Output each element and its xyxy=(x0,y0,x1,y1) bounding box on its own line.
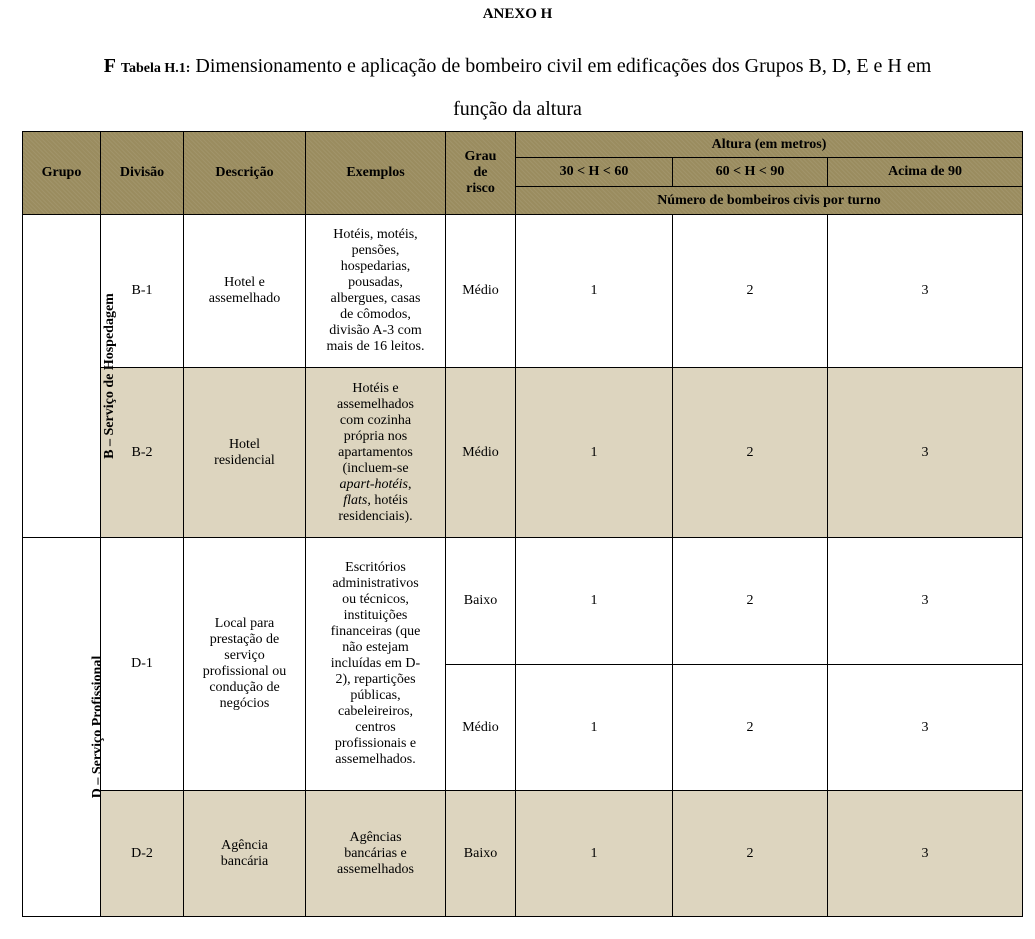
descricao-cell xyxy=(184,791,306,917)
value-cell-h3: 3 xyxy=(828,665,1023,791)
exemplos-line: não estejam xyxy=(342,640,409,655)
value-cell-h2: 2 xyxy=(673,368,828,538)
header-height-range-1: 30 < H < 60 xyxy=(516,158,673,187)
exemplos-line: financeiras (que xyxy=(330,624,421,639)
exemplos-line: profissionais e xyxy=(334,736,417,751)
header-height-range-3: Acima de 90 xyxy=(828,158,1023,187)
caption-prefix: F xyxy=(103,55,116,77)
exemplos-line: assemelhados xyxy=(337,396,414,412)
header-altura: Altura (em metros) xyxy=(516,132,1023,158)
caption-line-1: Dimensionamento e aplicação de bombeiro civil em edificações dos Grupos B, D, E e H em xyxy=(195,55,932,77)
exemplos-line: pensões, xyxy=(351,243,400,258)
value-cell-h1: 1 xyxy=(516,791,673,917)
descricao-line: bancária xyxy=(220,853,269,869)
divisao-cell: B-1 xyxy=(101,215,184,368)
descricao-line: Local para xyxy=(214,616,275,631)
exemplos-line: bancárias e xyxy=(344,845,407,861)
value-cell-h3: 3 xyxy=(828,538,1023,665)
exemplos-line: divisão A-3 com xyxy=(329,323,422,338)
risco-cell: Baixo xyxy=(446,791,516,917)
header-grupo: Grupo xyxy=(23,132,101,215)
descricao-line: prestação de xyxy=(209,632,280,647)
divisao-cell: D-1 xyxy=(101,538,184,791)
value-cell-h1: 1 xyxy=(516,665,673,791)
descricao-line: Hotel xyxy=(228,436,261,452)
exemplos-line: residenciais). xyxy=(338,508,413,524)
descricao-line: Agência xyxy=(221,837,268,853)
value-cell-h2: 2 xyxy=(673,665,828,791)
exemplos-line: mais de 16 leitos. xyxy=(326,339,425,354)
exemplos-line: pousadas, xyxy=(348,275,403,290)
exemplos-line: assemelhados xyxy=(337,861,414,877)
exemplos-line: própria nos xyxy=(343,428,408,444)
exemplos-line: Agências xyxy=(349,829,402,845)
header-grau-risco-line-3: risco xyxy=(466,181,495,196)
table-row xyxy=(23,538,1023,665)
exemplos-line: com cozinha xyxy=(339,412,412,428)
exemplos-line: (incluem-se xyxy=(342,460,409,476)
exemplos-line: , hotéis xyxy=(367,492,408,508)
descricao-line: residencial xyxy=(214,452,275,468)
exemplos-italic: apart-hotéis xyxy=(339,476,408,492)
group-name-d: D – Serviço Profissional xyxy=(90,655,106,799)
header-divisao: Divisão xyxy=(101,132,184,215)
exemplos-line: Escritórios xyxy=(345,560,406,575)
group-label-d xyxy=(23,538,106,917)
value-cell-h1: 1 xyxy=(516,538,673,665)
header-height-range-2: 60 < H < 90 xyxy=(673,158,828,187)
value-cell-h2: 2 xyxy=(673,215,828,368)
descricao-line: negócios xyxy=(219,696,270,711)
value-cell-h3: 3 xyxy=(828,791,1023,917)
fire-brigade-table xyxy=(22,131,1023,917)
exemplos-line: administrativos xyxy=(332,576,419,591)
header-descricao: Descrição xyxy=(184,132,306,215)
exemplos-line: instituições xyxy=(343,608,408,623)
value-cell-h1: 1 xyxy=(516,215,673,368)
value-cell-h2: 2 xyxy=(673,791,828,917)
header-numero-bombeiros: Número de bombeiros civis por turno xyxy=(516,187,1023,215)
exemplos-line: apartamentos xyxy=(338,444,413,460)
exemplos-line: 2), repartições xyxy=(335,672,416,687)
caption-line-2: função da altura xyxy=(453,98,582,120)
annex-title: ANEXO H xyxy=(482,6,553,22)
exemplos-line: , xyxy=(407,476,412,492)
header-grau-risco xyxy=(446,132,516,215)
exemplos-line: hospedarias, xyxy=(340,259,411,274)
exemplos-line: ou técnicos, xyxy=(342,592,409,607)
exemplos-cell xyxy=(306,368,446,538)
table-row xyxy=(23,791,1023,917)
table-caption xyxy=(20,46,1015,129)
caption-table-label: Tabela H.1: xyxy=(120,61,191,76)
group-label-b xyxy=(23,215,117,538)
exemplos-italic: flats xyxy=(343,492,368,508)
descricao-line: condução de xyxy=(209,680,280,695)
descricao-cell xyxy=(184,215,306,368)
exemplos-cell xyxy=(306,215,446,368)
exemplos-line: incluídas em D- xyxy=(330,656,421,671)
table-row xyxy=(23,215,1023,368)
header-grau-risco-line-2: de xyxy=(473,165,488,180)
table-row xyxy=(23,368,1023,538)
exemplos-line: Hotéis e xyxy=(352,380,399,396)
divisao-cell: B-2 xyxy=(101,368,184,538)
value-cell-h2: 2 xyxy=(673,538,828,665)
value-cell-h3: 3 xyxy=(828,215,1023,368)
exemplos-line: assemelhados. xyxy=(335,752,416,767)
descricao-cell xyxy=(184,368,306,538)
risco-cell: Médio xyxy=(446,665,516,791)
group-name-b: B – Serviço de Hospedagem xyxy=(101,293,117,459)
descricao-line: assemelhado xyxy=(208,291,281,306)
header-grau-risco-line-1: Grau xyxy=(464,149,497,164)
exemplos-line: públicas, xyxy=(350,688,401,703)
exemplos-cell xyxy=(306,538,446,791)
descricao-cell xyxy=(184,538,306,791)
risco-cell: Médio xyxy=(446,368,516,538)
value-cell-h1: 1 xyxy=(516,368,673,538)
risco-cell: Baixo xyxy=(446,538,516,665)
header-exemplos: Exemplos xyxy=(306,132,446,215)
value-cell-h3: 3 xyxy=(828,368,1023,538)
descricao-line: serviço xyxy=(224,648,265,663)
descricao-line: profissional ou xyxy=(202,664,287,679)
divisao-cell: D-2 xyxy=(101,791,184,917)
exemplos-line: cabeleireiros, xyxy=(337,704,413,719)
exemplos-cell xyxy=(306,791,446,917)
exemplos-line: albergues, casas xyxy=(330,291,421,306)
risco-cell: Médio xyxy=(446,215,516,368)
exemplos-line: de cômodos, xyxy=(340,307,411,322)
descricao-line: Hotel e xyxy=(224,275,265,290)
header-row-1 xyxy=(23,132,1023,158)
exemplos-line: Hotéis, motéis, xyxy=(333,227,418,242)
exemplos-line: centros xyxy=(355,720,396,735)
